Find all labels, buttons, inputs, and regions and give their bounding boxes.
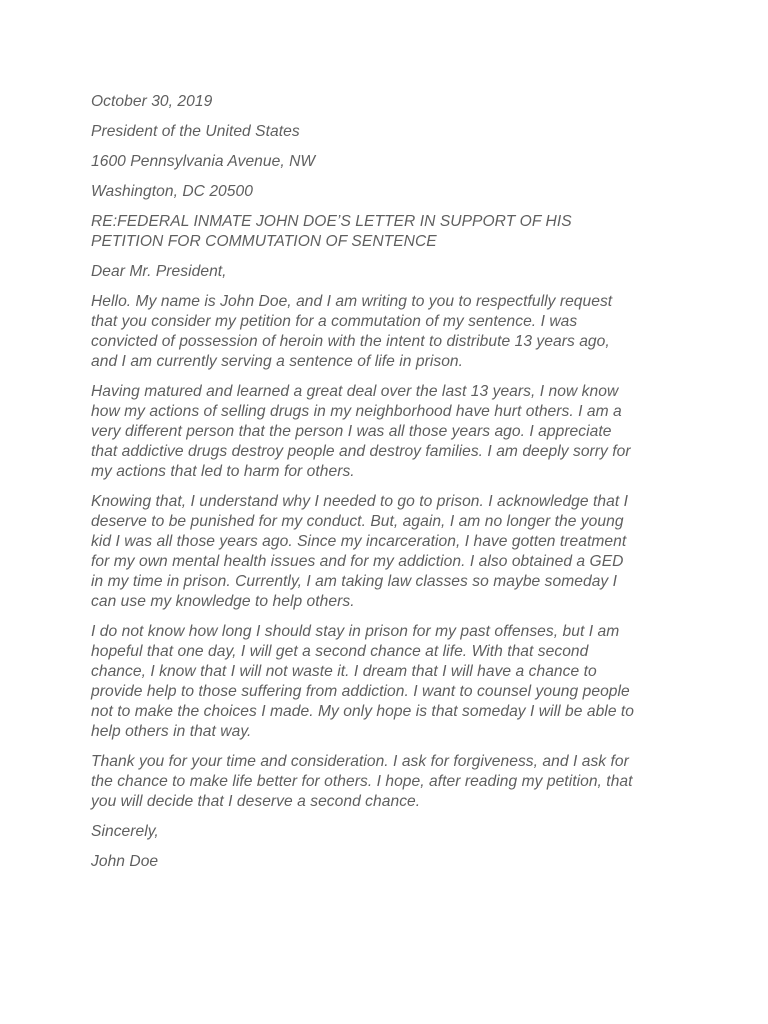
subject-line-2: PETITION FOR COMMUTATION OF SENTENCE <box>91 233 437 250</box>
paragraph-line: for my own mental health issues and for my addiction. I also obtained a GED <box>91 553 624 570</box>
letter-date: October 30, 2019 <box>91 93 213 110</box>
paragraph-line: convicted of possession of heroin with the intent to distribute 13 years ago, <box>91 333 610 350</box>
paragraph-line: that addictive drugs destroy people and destroy families. I am deeply sorry for <box>91 443 631 460</box>
subject-line <box>91 212 691 252</box>
paragraph-line: Hello. My name is John Doe, and I am writing to you to respectfully request <box>91 293 613 310</box>
paragraph-line: that you consider my petition for a commutation of my sentence. I was <box>91 313 578 330</box>
address-street: 1600 Pennsylvania Avenue, NW <box>91 153 316 170</box>
paragraph-line: my actions that led to harm for others. <box>91 463 355 480</box>
paragraph-line: deserve to be punished for my conduct. But, again, I am no longer the young <box>91 513 624 530</box>
paragraph-line: kid I was all those years ago. Since my incarceration, I have gotten treatment <box>91 533 627 550</box>
recipient-name: President of the United States <box>91 123 300 140</box>
paragraph-line: very different person that the person I was all those years ago. I appreciate <box>91 423 612 440</box>
paragraph-line: Thank you for your time and consideration. I ask for forgiveness, and I ask for <box>91 753 629 770</box>
address-city: Washington, DC 20500 <box>91 183 253 200</box>
paragraph-line: Having matured and learned a great deal over the last 13 years, I now know <box>91 383 619 400</box>
body-paragraph-5 <box>91 752 691 812</box>
paragraph-line: chance, I know that I will not waste it. I dream that I will have a chance to <box>91 663 597 680</box>
paragraph-line: and I am currently serving a sentence of life in prison. <box>91 353 464 370</box>
body-paragraph-4 <box>91 622 691 742</box>
paragraph-line: provide help to those suffering from addiction. I want to counsel young people <box>91 683 630 700</box>
body-paragraph-2 <box>91 382 691 482</box>
paragraph-line: you will decide that I deserve a second chance. <box>91 793 421 810</box>
letter-page <box>91 92 691 882</box>
paragraph-line: can use my knowledge to help others. <box>91 593 355 610</box>
closing: Sincerely, <box>91 823 159 840</box>
paragraph-line: the chance to make life better for others. I hope, after reading my petition, that <box>91 773 633 790</box>
salutation: Dear Mr. President, <box>91 263 227 280</box>
paragraph-line: not to make the choices I made. My only hope is that someday I will be able to <box>91 703 635 720</box>
paragraph-line: hopeful that one day, I will get a second chance at life. With that second <box>91 643 589 660</box>
signature-name: John Doe <box>91 853 159 870</box>
paragraph-line: how my actions of selling drugs in my neighborhood have hurt others. I am a <box>91 403 622 420</box>
paragraph-line: in my time in prison. Currently, I am taking law classes so maybe someday I <box>91 573 618 590</box>
subject-line-1: RE:FEDERAL INMATE JOHN DOE’S LETTER IN SUPPORT OF HIS <box>91 213 572 230</box>
paragraph-line: I do not know how long I should stay in prison for my past offenses, but I am <box>91 623 620 640</box>
body-paragraph-3 <box>91 492 691 612</box>
paragraph-line: Knowing that, I understand why I needed to go to prison. I acknowledge that I <box>91 493 628 510</box>
paragraph-line: help others in that way. <box>91 723 252 740</box>
body-paragraph-1 <box>91 292 691 372</box>
